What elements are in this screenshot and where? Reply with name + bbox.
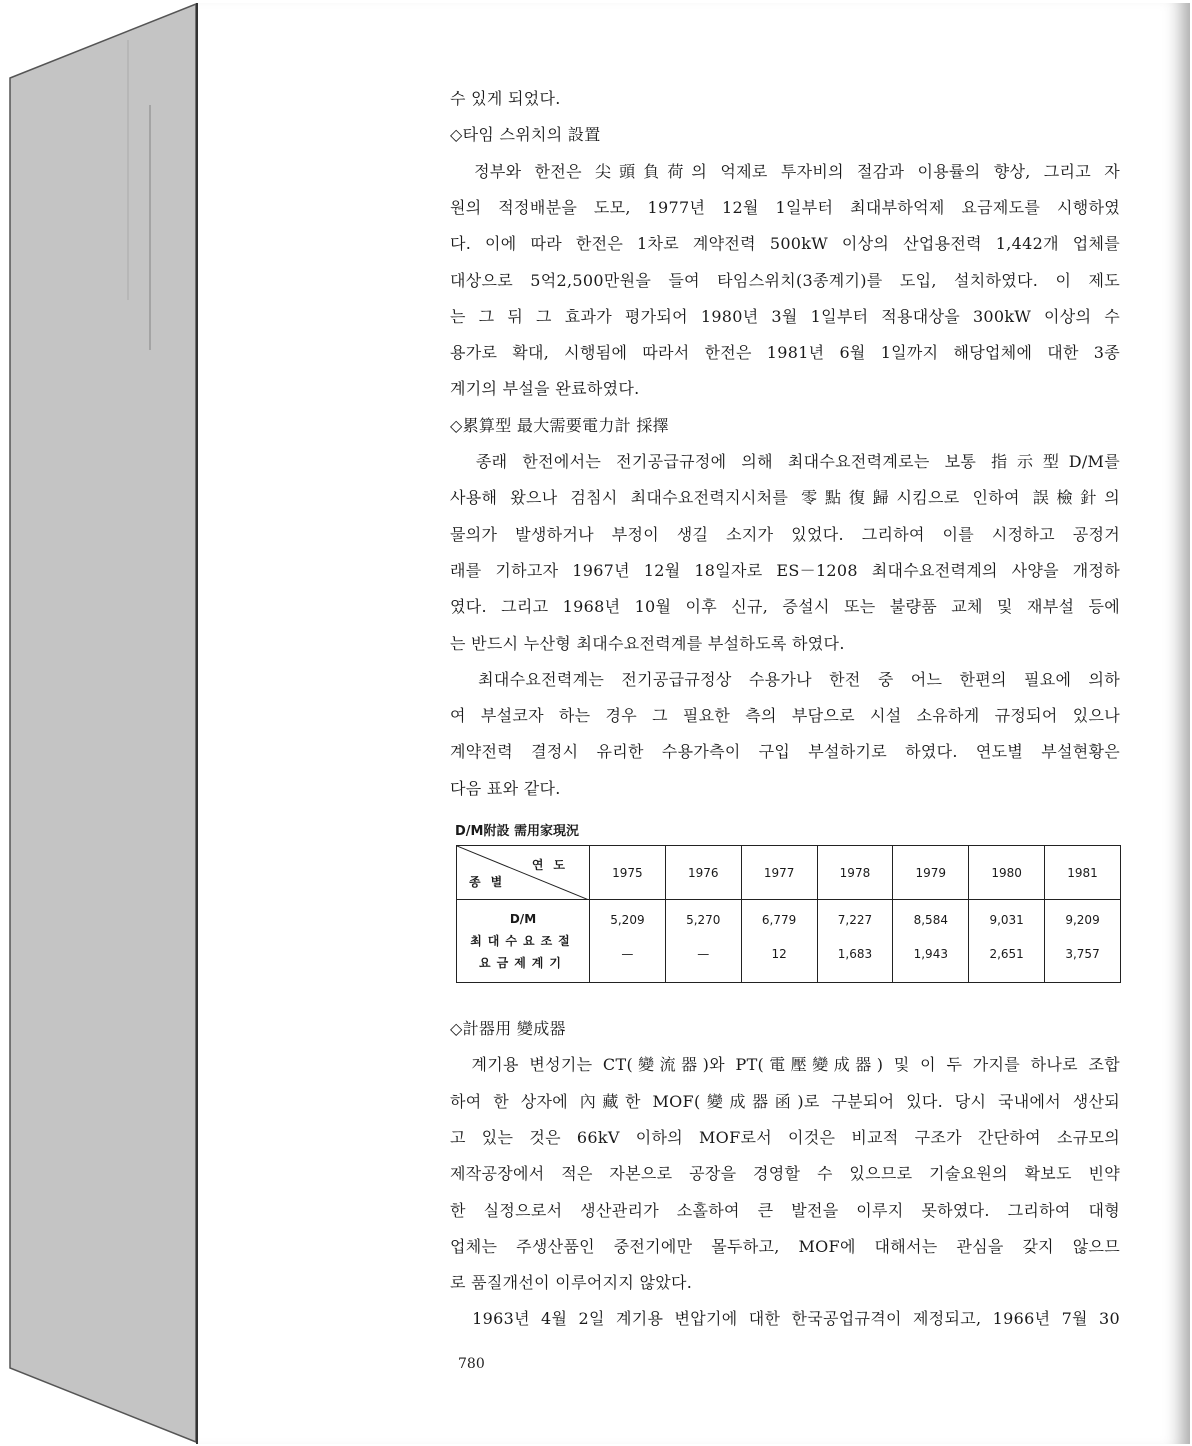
text-line: 래를 기하고자 1967년 12월 18일자로 ES－1208 최대수요전력계의 사양을 개정하 <box>450 560 1120 580</box>
year-header: 1977 <box>741 846 817 900</box>
meter-value: — <box>621 947 634 961</box>
text-line: 는 반드시 누산형 최대수요전력계를 부설하도록 하였다. <box>450 633 845 653</box>
year-values-cell <box>665 900 741 983</box>
text-line: 용가로 확대, 시행됨에 따라서 한전은 1981년 6월 1일까지 해당업체에 대한 3종 <box>450 343 1120 363</box>
text-line: 수 있게 되었다. <box>450 89 561 108</box>
text-line: 대상으로 5억2,500만원을 들여 타임스위치(3종계기)를 도입, 설치하였다. 이 제도 <box>450 270 1120 290</box>
text-line: 다. 이에 따라 한전은 1차로 계약전력 500kW 이상의 산업용전력 1,442개 업체를 <box>450 234 1120 254</box>
page-number: 780 <box>458 1356 485 1372</box>
dm-value: 6,779 <box>761 913 797 927</box>
section-heading: ◇計器用 變成器 <box>450 1019 566 1038</box>
row-label-meter-b: 요금제계기 <box>479 956 567 970</box>
year-values-cell <box>969 900 1045 983</box>
year-header: 1975 <box>590 846 666 900</box>
text-line: 였다. 그리고 1968년 10월 이후 신규, 증설시 또는 불량품 교체 및 재부설 등에 <box>450 597 1120 617</box>
text-line: 계기의 부설을 완료하였다. <box>450 379 640 399</box>
dm-value: 5,270 <box>686 913 721 927</box>
dm-value: 9,031 <box>989 913 1024 927</box>
text-line: 제작공장에서 적은 자본으로 공장을 경영할 수 있으므로 기술요원의 확보도 빈약 <box>450 1164 1120 1184</box>
meter-value: 1,943 <box>913 947 948 961</box>
text-line: 종래 한전에서는 전기공급규정에 의해 최대수요전력계로는 보통 指示型D/M를 <box>450 452 1120 471</box>
year-header: 1980 <box>969 846 1045 900</box>
meter-value: 3,757 <box>1065 947 1100 961</box>
meter-value: 2,651 <box>989 947 1024 961</box>
year-values-cell <box>741 900 817 983</box>
text-line: 물의가 발생하거나 부정이 생길 소지가 있었다. 그리하여 이를 시정하고 공정거 <box>450 524 1120 544</box>
row-label-meter-a: 최대수요조절 <box>470 934 576 948</box>
book-spine <box>0 0 200 1446</box>
text-line: 는 그 뒤 그 효과가 평가되어 1980년 3월 1일부터 적용대상을 300kW 이상의 수 <box>450 306 1120 326</box>
text-line: 계기용 변성기는 CT(變流器)와 PT(電壓變成器) 및 이 두 가지를 하나로 조합 <box>450 1055 1120 1075</box>
table-header-row <box>457 846 1121 900</box>
dm-value: 8,584 <box>913 913 948 927</box>
row-labels-cell <box>457 900 590 983</box>
meter-value: — <box>697 947 710 961</box>
text-line: 로 품질개선이 이루어지지 않았다. <box>450 1273 693 1293</box>
year-values-cell <box>1045 900 1121 983</box>
text-line: 최대수요전력계는 전기공급규정상 수용가나 한전 중 어느 한편의 필요에 의하 <box>450 669 1120 689</box>
text-line: 업체는 주생산품인 중전기에만 몰두하고, MOF에 대해서는 관심을 갖지 않으므 <box>450 1236 1120 1256</box>
text-line: 1963년 4월 2일 계기용 변압기에 대한 한국공업규격이 제정되고, 1966년 7월 30 <box>450 1309 1120 1329</box>
meter-value: 1,683 <box>837 947 873 961</box>
text-line: 한 실정으로서 생산관리가 소홀하여 큰 발전을 이루지 못하였다. 그리하여 대형 <box>450 1200 1120 1220</box>
text-line: 사용해 왔으나 검침시 최대수요전력지시처를 零點復歸시킴으로 인하여 誤檢針의 <box>450 488 1120 508</box>
text-line: 원의 적정배분을 도모, 1977년 12월 1일부터 최대부하억제 요금제도를 시행하였 <box>450 197 1120 217</box>
row-label-dm: D/M <box>509 912 537 926</box>
year-header: 1981 <box>1045 846 1121 900</box>
year-values-cell <box>893 900 969 983</box>
year-header: 1978 <box>817 846 893 900</box>
text-line: 하여 한 상자에 內藏한 MOF(變成器函)로 구분되어 있다. 당시 국내에서 생산되 <box>450 1091 1120 1111</box>
year-header: 1976 <box>665 846 741 900</box>
corner-label-year: 연도 <box>531 858 575 872</box>
section-heading: ◇타임 스위치의 設置 <box>450 125 601 145</box>
year-header: 1979 <box>893 846 969 900</box>
year-values-cell <box>817 900 893 983</box>
section-heading: ◇累算型 最大需要電力計 採擇 <box>450 415 669 435</box>
table-body-row <box>457 900 1121 983</box>
table-corner-cell <box>457 846 590 900</box>
table-caption: D/M附設 需用家現況 <box>455 824 580 839</box>
dm-value: 9,209 <box>1065 913 1100 927</box>
text-line: 여 부설코자 하는 경우 그 필요한 측의 부담으로 시설 소유하게 규정되어 있으나 <box>450 706 1120 726</box>
corner-label-type: 종별 <box>469 875 513 889</box>
meter-value: 12 <box>771 947 787 961</box>
dm-value: 5,209 <box>610 913 645 927</box>
text-line: 정부와 한전은 尖頭負荷의 억제로 투자비의 절감과 이용률의 향상, 그리고 자 <box>450 161 1120 181</box>
text-line: 고 있는 것은 66kV 이하의 MOF로서 이것은 비교적 구조가 간단하여 소규모의 <box>450 1127 1120 1147</box>
year-values-cell <box>590 900 666 983</box>
dm-installation-table <box>456 845 1121 983</box>
text-line: 다음 표와 같다. <box>450 778 561 798</box>
dm-value: 7,227 <box>837 913 873 927</box>
text-line: 계약전력 결정시 유리한 수용가측이 구입 부설하기로 하였다. 연도별 부설현황은 <box>450 742 1120 762</box>
